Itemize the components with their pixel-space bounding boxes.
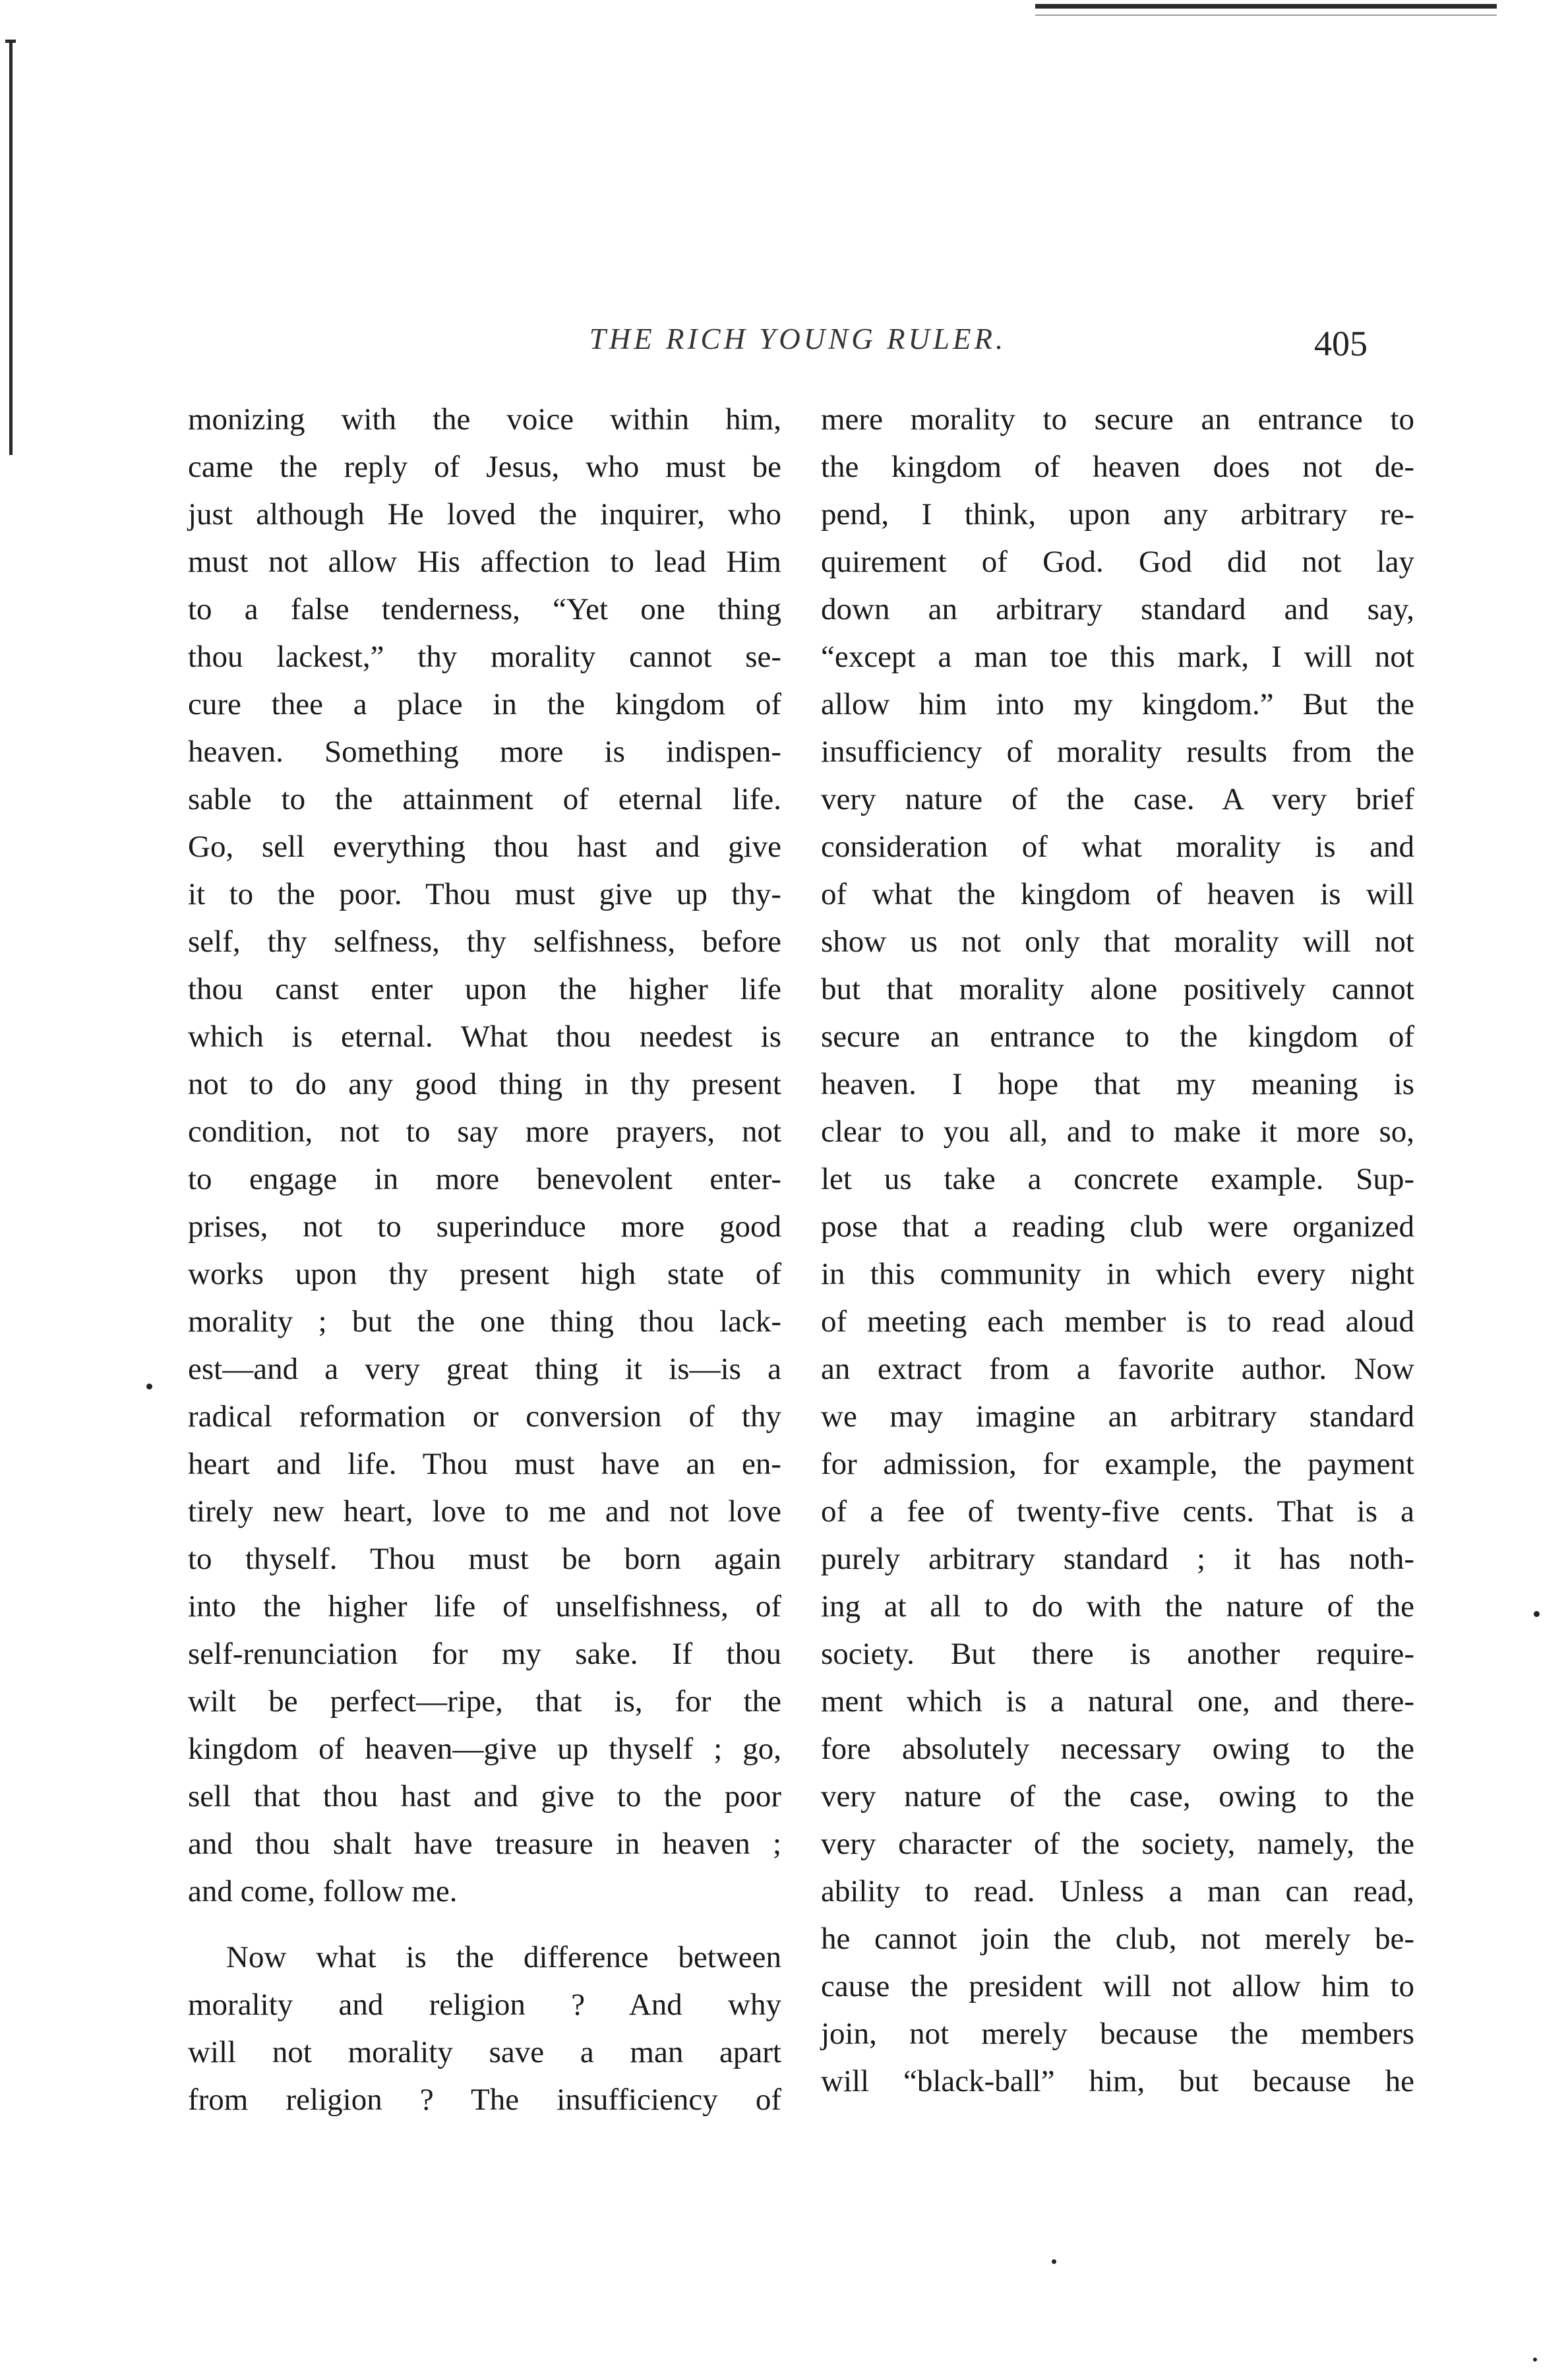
- text-line: morality ; but the one thing thou lack-: [188, 1304, 781, 1339]
- text-line: pend, I think, upon any arbitrary re-: [821, 497, 1414, 532]
- text-line: allow him into my kingdom.” But the: [821, 687, 1414, 721]
- text-line: works upon thy present high state of: [188, 1257, 781, 1291]
- scan-edge-rule-thin: [1035, 15, 1497, 16]
- text-line: very nature of the case. A very brief: [821, 782, 1414, 816]
- text-line: for admission, for example, the payment: [821, 1447, 1414, 1481]
- text-line: fore absolutely necessary owing to the: [821, 1732, 1414, 1766]
- text-line: from religion ? The insufficiency of: [188, 2083, 781, 2117]
- text-line: sell that thou hast and give to the poor: [188, 1779, 781, 1814]
- text-line: not to do any good thing in thy present: [188, 1067, 781, 1101]
- text-line: wilt be perfect—ripe, that is, for the: [188, 1684, 781, 1719]
- text-line: show us not only that morality will not: [821, 925, 1414, 959]
- text-line: and come, follow me.: [188, 1874, 458, 1908]
- text-line: heaven. I hope that my meaning is: [821, 1067, 1414, 1101]
- text-line: morality and religion ? And why: [188, 1988, 781, 2022]
- text-line: “except a man toe this mark, I will not: [821, 640, 1414, 674]
- text-line: condition, not to say more prayers, not: [188, 1114, 781, 1149]
- scan-speck: [1534, 1611, 1540, 1617]
- text-line: very character of the society, namely, the: [821, 1827, 1414, 1861]
- text-line: in this community in which every night: [821, 1257, 1414, 1291]
- text-line: into the higher life of unselfishness, of: [188, 1589, 781, 1624]
- scan-speck: [1533, 2358, 1537, 2362]
- text-line: which is eternal. What thou needest is: [188, 1020, 781, 1054]
- left-column: [188, 396, 781, 2123]
- text-line: mere morality to secure an entrance to: [821, 402, 1414, 437]
- text-line: to thyself. Thou must be born again: [188, 1542, 781, 1576]
- right-column: [821, 396, 1414, 2105]
- paragraph-gap: [188, 1915, 781, 1934]
- text-line: of what the kingdom of heaven is will: [821, 877, 1414, 911]
- text-line: of a fee of twenty-five cents. That is a: [821, 1494, 1414, 1529]
- text-line: insufficiency of morality results from the: [821, 735, 1414, 769]
- text-line: let us take a concrete example. Sup-: [821, 1162, 1414, 1196]
- text-line: must not allow His affection to lead Him: [188, 545, 781, 579]
- scan-speck: [1052, 2259, 1056, 2264]
- text-line: an extract from a favorite author. Now: [821, 1352, 1414, 1386]
- text-line: heart and life. Thou must have an en-: [188, 1447, 781, 1481]
- text-line: will “black-ball” him, but because he: [821, 2064, 1414, 2098]
- text-line: pose that a reading club were organized: [821, 1209, 1414, 1244]
- text-line: the kingdom of heaven does not de-: [821, 450, 1414, 484]
- text-line: cure thee a place in the kingdom of: [188, 687, 781, 721]
- text-line: but that morality alone positively cannot: [821, 972, 1414, 1006]
- text-line: est—and a very great thing it is—is a: [188, 1352, 781, 1386]
- text-line: tirely new heart, love to me and not love: [188, 1494, 781, 1529]
- text-line: radical reformation or conversion of thy: [188, 1399, 781, 1434]
- text-line: very nature of the case, owing to the: [821, 1779, 1414, 1814]
- text-line: join, not merely because the members: [821, 2017, 1414, 2051]
- text-line: ment which is a natural one, and there-: [821, 1684, 1414, 1719]
- text-line: Now what is the difference between: [226, 1940, 781, 1974]
- text-line: sable to the attainment of eternal life.: [188, 782, 781, 816]
- text-line: consideration of what morality is and: [821, 830, 1414, 864]
- text-line: down an arbitrary standard and say,: [821, 592, 1414, 626]
- text-line: self-renunciation for my sake. If thou: [188, 1637, 781, 1671]
- text-line: of meeting each member is to read aloud: [821, 1304, 1414, 1339]
- text-line: to a false tenderness, “Yet one thing: [188, 592, 781, 626]
- text-line: came the reply of Jesus, who must be: [188, 450, 781, 484]
- text-line: monizing with the voice within him,: [188, 402, 781, 437]
- scan-speck: [146, 1384, 152, 1389]
- text-line: clear to you all, and to make it more so,: [821, 1114, 1414, 1149]
- page-number: 405: [1314, 324, 1368, 363]
- text-line: secure an entrance to the kingdom of: [821, 1020, 1414, 1054]
- text-line: kingdom of heaven—give up thyself ; go,: [188, 1732, 781, 1766]
- text-line: society. But there is another require-: [821, 1637, 1414, 1671]
- text-line: it to the poor. Thou must give up thy-: [188, 877, 781, 911]
- scan-left-edge: [9, 40, 13, 455]
- text-line: purely arbitrary standard ; it has noth-: [821, 1542, 1414, 1576]
- scan-left-edge-tick: [5, 40, 16, 43]
- text-line: thou canst enter upon the higher life: [188, 972, 781, 1006]
- text-line: ability to read. Unless a man can read,: [821, 1874, 1414, 1908]
- text-line: heaven. Something more is indispen-: [188, 735, 781, 769]
- text-line: we may imagine an arbitrary standard: [821, 1399, 1414, 1434]
- text-line: self, thy selfness, thy selfishness, before: [188, 925, 781, 959]
- text-line: and thou shalt have treasure in heaven ;: [188, 1827, 781, 1861]
- scan-edge-rule: [1035, 4, 1497, 9]
- text-line: to engage in more benevolent enter-: [188, 1162, 781, 1196]
- text-line: just although He loved the inquirer, who: [188, 497, 781, 532]
- running-head: THE RICH YOUNG RULER.: [589, 322, 1007, 355]
- text-line: he cannot join the club, not merely be-: [821, 1922, 1414, 1956]
- text-line: prises, not to superinduce more good: [188, 1209, 781, 1244]
- text-line: quirement of God. God did not lay: [821, 545, 1414, 579]
- text-line: thou lackest,” thy morality cannot se-: [188, 640, 781, 674]
- text-line: ing at all to do with the nature of the: [821, 1589, 1414, 1624]
- text-line: cause the president will not allow him to: [821, 1969, 1414, 2003]
- text-line: Go, sell everything thou hast and give: [188, 830, 781, 864]
- text-line: will not morality save a man apart: [188, 2035, 781, 2069]
